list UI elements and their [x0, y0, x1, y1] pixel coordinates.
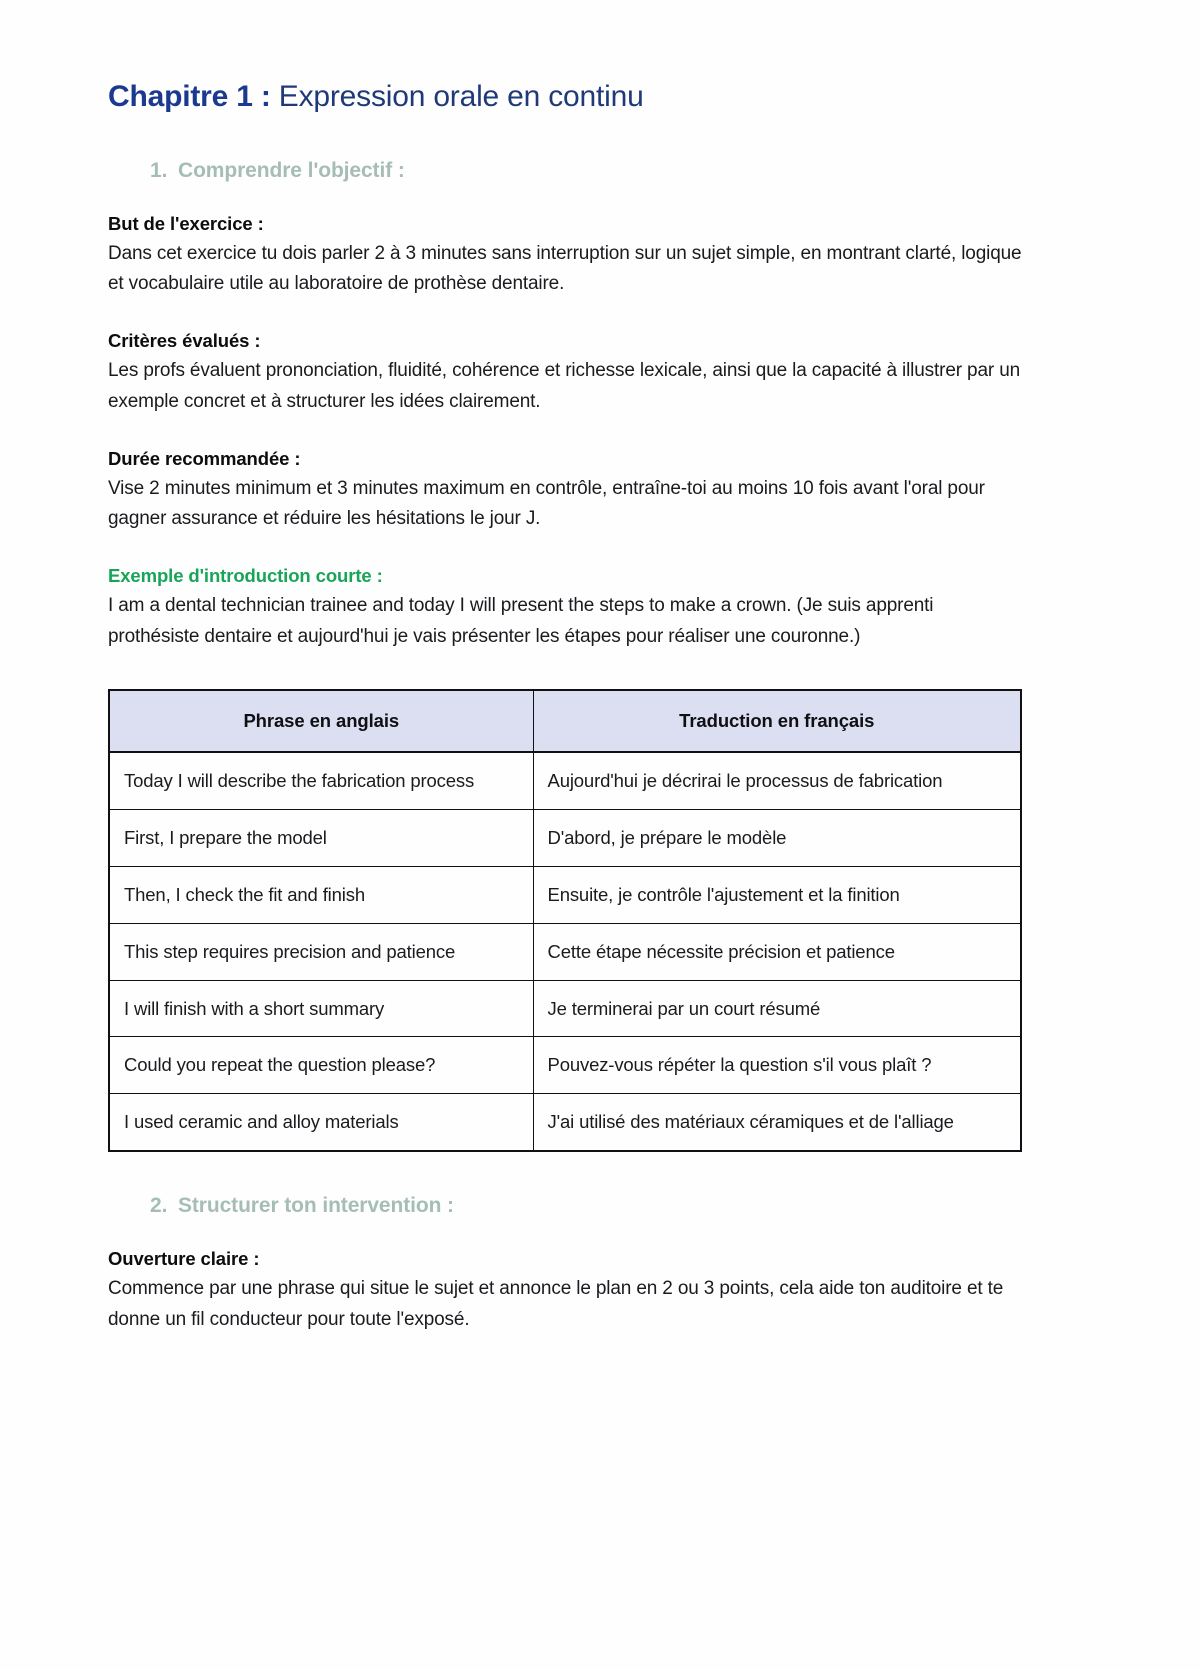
cell-french: Je terminerai par un court résumé [533, 980, 1021, 1037]
block-body: I am a dental technician trainee and today I will present the steps to make a crown. (Je suis apprenti prothésiste dentaire et aujourd'hui je vais présenter les étapes pour réaliser une couronne.) [108, 595, 934, 647]
block-title: Exemple d'introduction courte : [108, 565, 383, 587]
chapter-label: Chapitre 1 : [108, 80, 271, 113]
phrase-translation-table [108, 689, 1022, 1153]
block-body: Dans cet exercice tu dois parler 2 à 3 minutes sans interruption sur un sujet simple, en montrant clarté, logique et vocabulaire utile au laboratoire de prothèse dentaire. [108, 242, 1022, 295]
section-number-2: 2. [150, 1194, 168, 1218]
block-duree-recommandee [108, 448, 1092, 536]
cell-french: Aujourd'hui je décrirai le processus de fabrication [533, 752, 1021, 809]
cell-english: Could you repeat the question please? [109, 1037, 533, 1094]
cell-french: D'abord, je prépare le modèle [533, 809, 1021, 866]
column-header-french: Traduction en français [533, 690, 1021, 752]
block-body: Commence par une phrase qui situe le sujet et annonce le plan en 2 ou 3 points, cela aide ton auditoire et te donne un fil conducteur pour toute l'exposé. [108, 1278, 1004, 1331]
column-header-english: Phrase en anglais [109, 690, 533, 752]
cell-french: Ensuite, je contrôle l'ajustement et la finition [533, 866, 1021, 923]
block-exemple-introduction-courte [108, 565, 1092, 653]
block-title: Ouverture claire : [108, 1248, 260, 1270]
cell-english: I will finish with a short summary [109, 980, 533, 1037]
table-row [109, 809, 1021, 866]
cell-french: Cette étape nécessite précision et patience [533, 923, 1021, 980]
block-criteres-evalues [108, 330, 1092, 418]
chapter-title-text: Expression orale en continu [270, 80, 644, 113]
table-row [109, 923, 1021, 980]
table-row [109, 1094, 1021, 1151]
table-row [109, 1037, 1021, 1094]
cell-english: Today I will describe the fabrication process [109, 752, 533, 809]
block-body: Les profs évaluent prononciation, fluidité, cohérence et richesse lexicale, ainsi que la capacité à illustrer par un exemple concret et à structurer les idées clairement. [108, 360, 1021, 412]
table-row [109, 866, 1021, 923]
cell-english: I used ceramic and alloy materials [109, 1094, 533, 1151]
block-title: Durée recommandée : [108, 447, 301, 469]
cell-french: J'ai utilisé des matériaux céramiques et de l'alliage [533, 1094, 1021, 1151]
section-heading-2 [108, 1194, 1092, 1218]
block-ouverture-claire [108, 1248, 1092, 1336]
section-heading-1 [108, 159, 1092, 183]
cell-english: Then, I check the fit and finish [109, 866, 533, 923]
table-row [109, 980, 1021, 1037]
section-number-1: 1. [150, 158, 168, 182]
section-label-2: Structurer ton intervention : [178, 1194, 454, 1218]
cell-english: This step requires precision and patience [109, 923, 533, 980]
block-body: Vise 2 minutes minimum et 3 minutes maximum en contrôle, entraîne-toi au moins 10 fois avant l'oral pour gagner assurance et réduire les hésitations le jour J. [108, 477, 985, 530]
block-title: Critères évalués : [108, 330, 261, 352]
table-header-row [109, 690, 1021, 752]
block-title: But de l'exercice : [108, 212, 264, 234]
page-title [108, 0, 1092, 116]
section-label-1: Comprendre l'objectif : [178, 158, 405, 182]
cell-english: First, I prepare the model [109, 809, 533, 866]
table-row [109, 752, 1021, 809]
block-but-de-lexercice [108, 213, 1092, 301]
cell-french: Pouvez-vous répéter la question s'il vous plaît ? [533, 1037, 1021, 1094]
